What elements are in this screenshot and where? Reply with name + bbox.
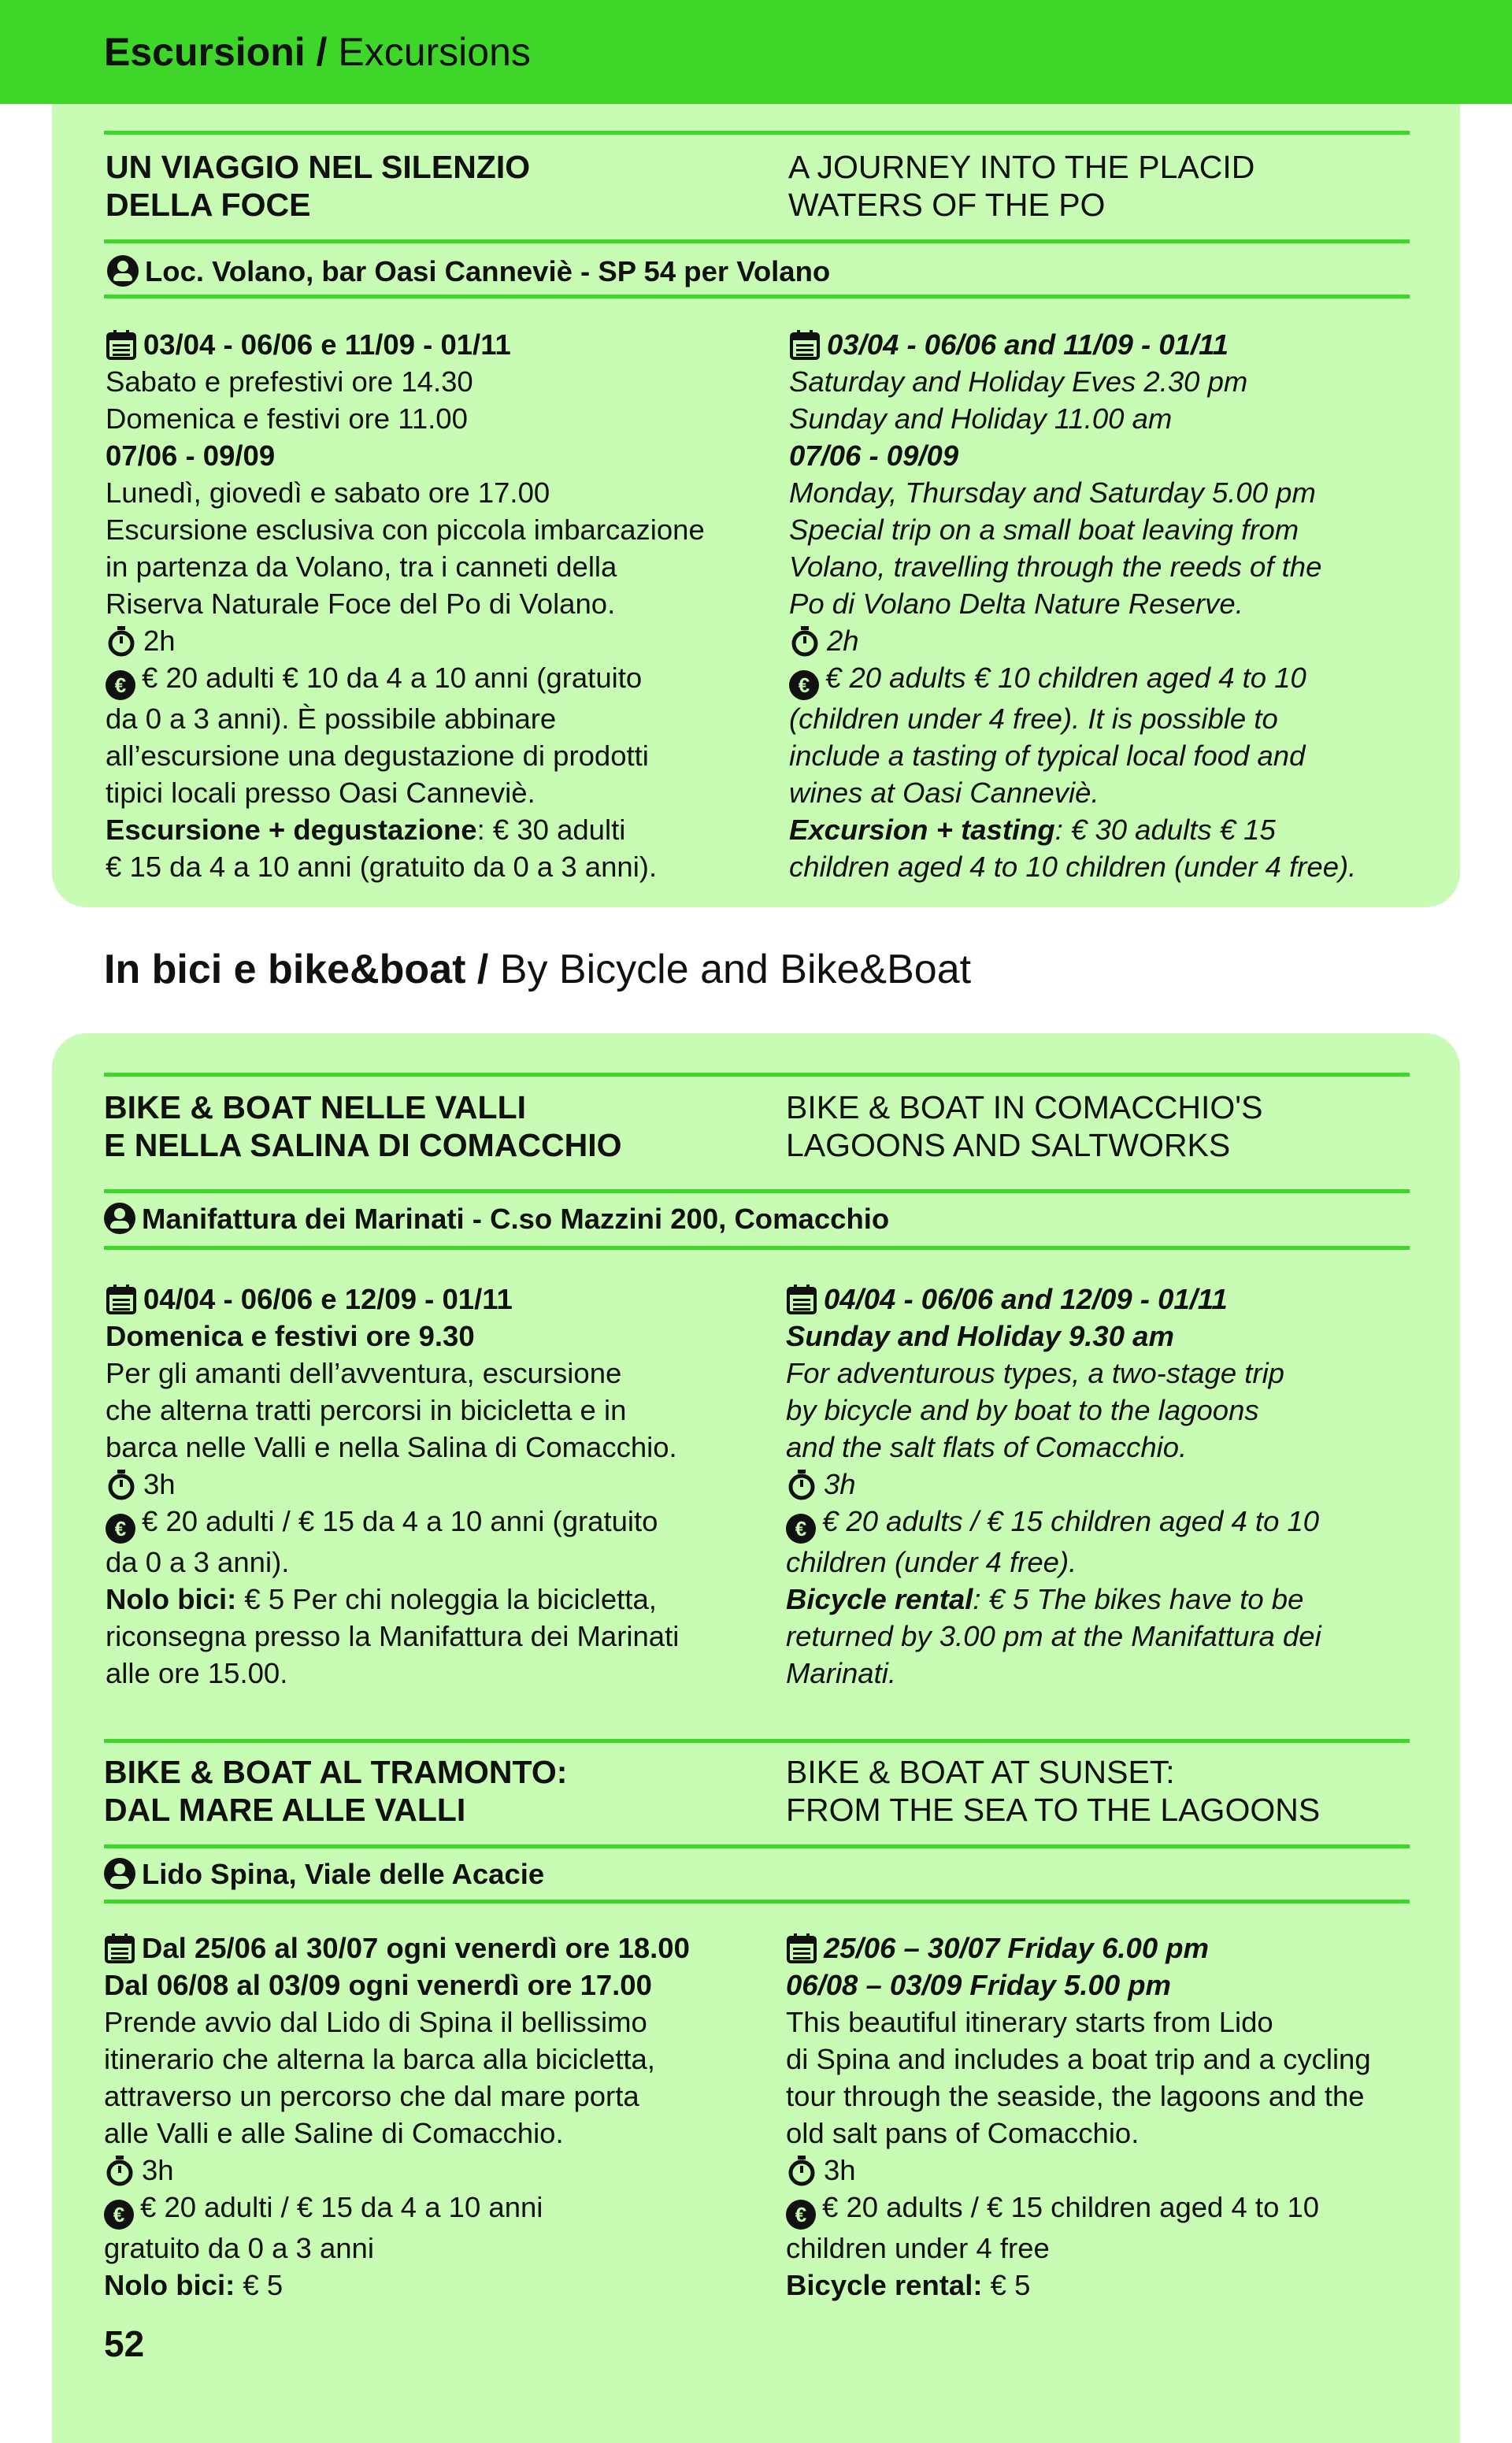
location-pin-icon bbox=[107, 255, 139, 287]
calendar-icon bbox=[786, 1933, 817, 1964]
page-number: 52 bbox=[104, 2323, 145, 2364]
calendar-icon bbox=[786, 1284, 817, 1315]
excursion-details-en: 25/06 – 30/07 Friday 6.00 pm 06/08 – 03/09 Friday 5.00 pm This beautiful itinerary starts from Lido di Spina and includes a boat trip and a cycling tour through the seaside, the lagoons and the old salt pans of Comacchio. 3h € € 20 adults / € 15 children aged 4 to 10 children under 4 free Bicycle rental: € 5 bbox=[786, 1932, 1371, 2301]
stopwatch-icon bbox=[106, 625, 137, 657]
excursion-details-en: 03/04 - 06/06 and 11/09 - 01/11 Saturday and Holiday Eves 2.30 pm Sunday and Holiday 11.00 am 07/06 - 09/09 Monday, Thursday and Saturday 5.00 pm Special trip on a small boat leaving from Volano, travelling through the reeds of the Po di Volano Delta Nature Reserve. 2h € € 20 adults € 10 children aged 4 to 10 (children under 4 free). It is possible to include a tasting of typical local food and wines at Oasi Canneviè. Excursion + tasting: € 30 adults € 15 children aged 4 to 10 children (under 4 free). bbox=[789, 328, 1357, 883]
excursion-title-en: A JOURNEY INTO THE PLACID WATERS OF THE PO bbox=[788, 149, 1255, 223]
excursion-title-it: BIKE & BOAT NELLE VALLI E NELLA SALINA DI COMACCHIO bbox=[104, 1089, 622, 1163]
divider bbox=[104, 1844, 1410, 1848]
euro-icon: € bbox=[789, 670, 819, 700]
divider bbox=[104, 1900, 1410, 1904]
excursion-details-it: 03/04 - 06/06 e 11/09 - 01/11 Sabato e prefestivi ore 14.30 Domenica e festivi ore 11.00 07/06 - 09/09 Lunedì, giovedì e sabato ore 17.00 Escursione esclusiva con piccola imbarcazione in partenza da Volano, tra i canneti della Riserva Naturale Foce del Po di Volano. 2h € € 20 adulti € 10 da 4 a 10 anni (gratuito da 0 a 3 anni). È possibile abbinare all’escursione una degustazione di prodotti tipici locali presso Oasi Canneviè. Escursione + degustazione: € 30 adulti € 15 da 4 a 10 anni (gratuito da 0 a 3 anni). bbox=[106, 328, 705, 883]
divider bbox=[104, 1739, 1410, 1743]
calendar-icon bbox=[104, 1933, 135, 1964]
meeting-point: Loc. Volano, bar Oasi Canneviè - SP 54 per Volano bbox=[107, 253, 830, 290]
divider bbox=[104, 295, 1410, 298]
stopwatch-icon bbox=[789, 625, 821, 657]
excursion-title-en: BIKE & BOAT IN COMACCHIO'S LAGOONS AND SALTWORKS bbox=[786, 1089, 1263, 1163]
euro-icon: € bbox=[106, 1514, 135, 1544]
euro-icon: € bbox=[104, 2200, 134, 2230]
stopwatch-icon bbox=[786, 2155, 817, 2186]
divider bbox=[104, 1189, 1410, 1193]
divider bbox=[104, 239, 1410, 243]
stopwatch-icon bbox=[104, 2155, 135, 2186]
section-title: In bici e bike&boat / By Bicycle and Bike&Boat bbox=[104, 947, 972, 992]
excursion-details-en: 04/04 - 06/06 and 12/09 - 01/11 Sunday and Holiday 9.30 am For adventurous types, a two-stage trip by bicycle and by boat to the lagoons and the salt flats of Comacchio. 3h € € 20 adults / € 15 children aged 4 to 10 children (under 4 free). Bicycle rental: € 5 The bikes have to be returned by 3.00 pm at the Manifattura dei Marinati. bbox=[786, 1283, 1321, 1689]
excursion-title-en: BIKE & BOAT AT SUNSET: FROM THE SEA TO THE LAGOONS bbox=[786, 1754, 1321, 1828]
excursion-title-it: UN VIAGGIO NEL SILENZIO DELLA FOCE bbox=[106, 149, 531, 223]
meeting-point: Manifattura dei Marinati - C.so Mazzini 200, Comacchio bbox=[104, 1200, 889, 1237]
location-pin-icon bbox=[104, 1858, 135, 1889]
excursion-details-it: 04/04 - 06/06 e 12/09 - 01/11 Domenica e festivi ore 9.30 Per gli amanti dell’avventura, escursione che alterna tratti percorsi in bicicletta e in barca nelle Valli e nella Salina di Comacchio. 3h € € 20 adulti / € 15 da 4 a 10 anni (gratuito da 0 a 3 anni). Nolo bici: € 5 Per chi noleggia la bicicletta, riconsegna presso la Manifattura dei Marinati alle ore 15.00. bbox=[106, 1283, 680, 1689]
calendar-icon bbox=[106, 1284, 137, 1315]
calendar-icon bbox=[789, 329, 821, 361]
euro-icon: € bbox=[786, 2200, 816, 2230]
excursion-title-it: BIKE & BOAT AL TRAMONTO: DAL MARE ALLE VALLI bbox=[104, 1754, 568, 1828]
header-bar bbox=[0, 0, 1512, 104]
divider bbox=[104, 1073, 1410, 1077]
location-pin-icon bbox=[104, 1203, 135, 1234]
euro-icon: € bbox=[106, 670, 135, 700]
stopwatch-icon bbox=[106, 1469, 137, 1500]
page-title: Escursioni / Excursions bbox=[104, 30, 531, 74]
euro-icon: € bbox=[786, 1514, 816, 1544]
excursion-details-it: Dal 25/06 al 30/07 ogni venerdì ore 18.00 Dal 06/08 al 03/09 ogni venerdì ore 17.00 Prende avvio dal Lido di Spina il bellissimo itinerario che alterna la barca alla bicicletta, attraverso un percorso che dal mare porta alle Valli e alle Saline di Comacchio. 3h € € 20 adulti / € 15 da 4 a 10 anni gratuito da 0 a 3 anni Nolo bici: € 5 bbox=[104, 1932, 690, 2301]
divider bbox=[104, 131, 1410, 135]
calendar-icon bbox=[106, 329, 137, 361]
stopwatch-icon bbox=[786, 1469, 817, 1500]
meeting-point: Lido Spina, Viale delle Acacie bbox=[104, 1855, 544, 1892]
divider bbox=[104, 1246, 1410, 1250]
